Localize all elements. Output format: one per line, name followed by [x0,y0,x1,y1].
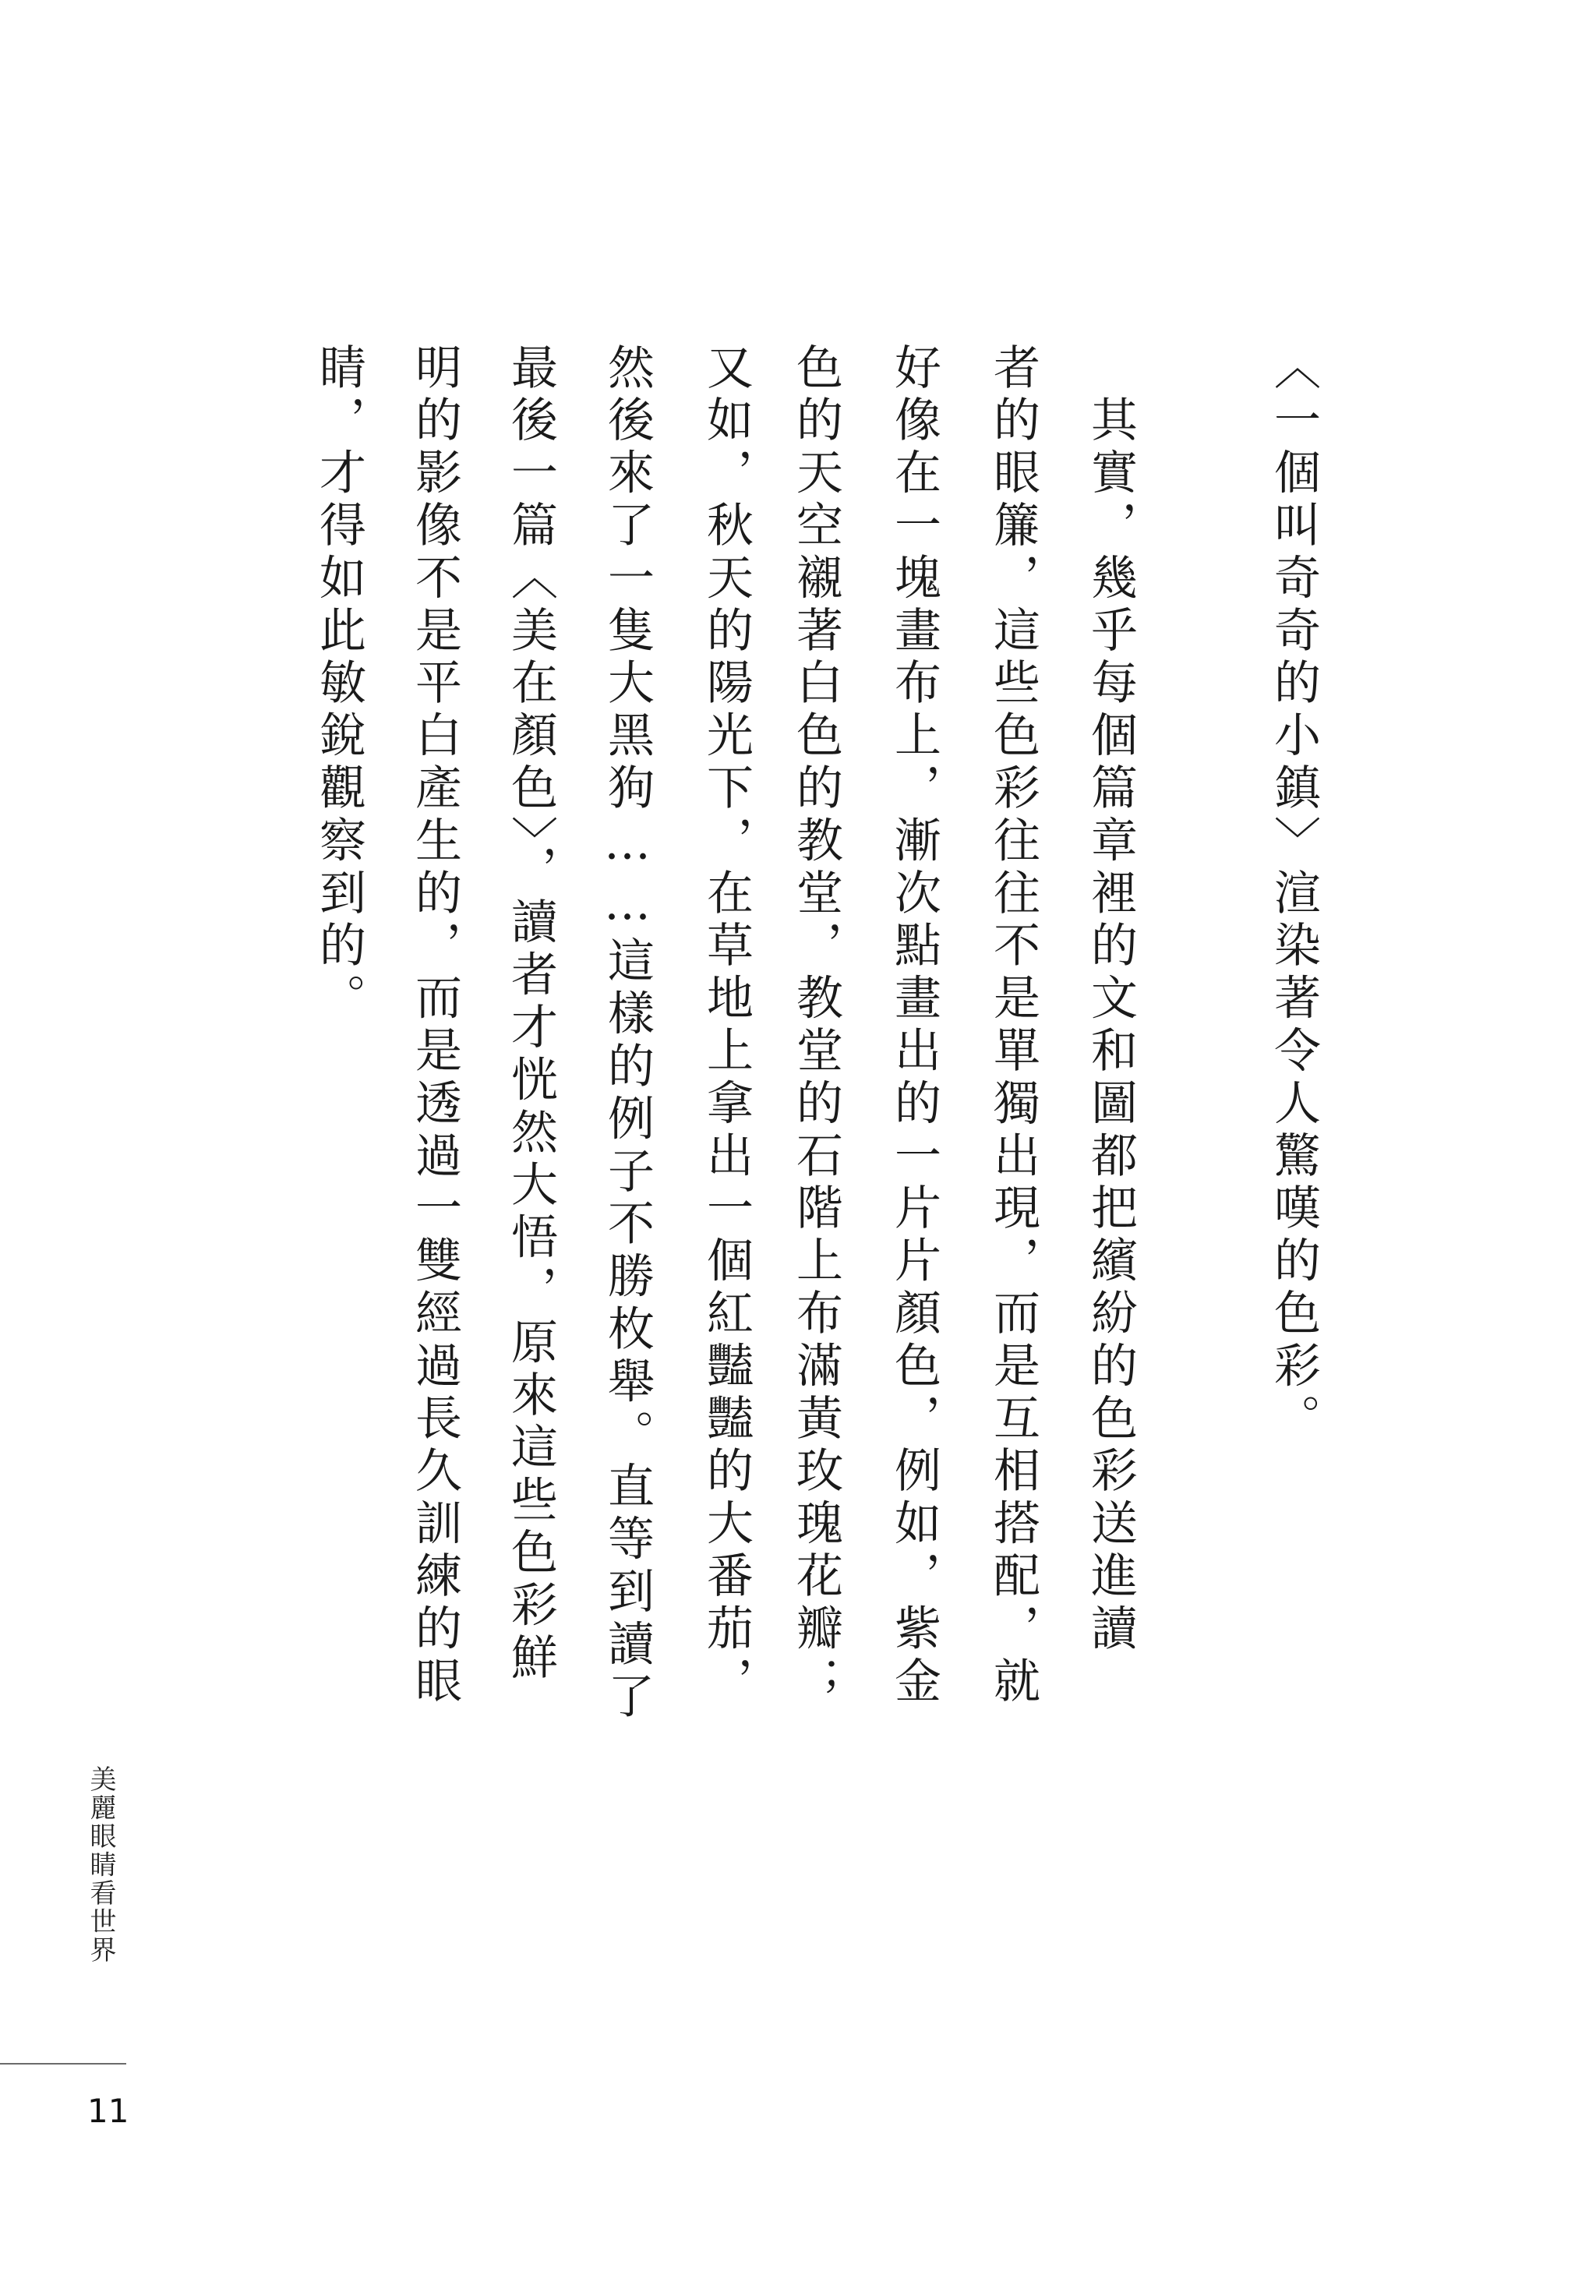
running-book-title: 美麗眼睛看世界 [85,1765,116,1965]
text-line-3: 者的眼簾，這些色彩往往不是單獨出現，而是互相搭配，就 [986,343,1040,1709]
text-line-1: 〈一個叫奇奇的小鎮〉渲染著令人驚嘆的色彩。 [1266,343,1321,1446]
text-line-4: 好像在一塊畫布上，漸次點畫出的一片片顏色，例如，紫金 [887,343,941,1709]
text-line-10: 睛，才得如此敏銳觀察到的。 [312,343,366,1026]
footer-divider [0,2063,126,2065]
text-line-8: 最後一篇〈美在顏色〉，讀者才恍然大悟，原來這些色彩鮮 [503,343,558,1686]
text-line-6: 又如，秋天的陽光下，在草地上拿出一個紅豔豔的大番茄， [699,343,754,1709]
text-line-5: 色的天空襯著白色的教堂，教堂的石階上布滿黃玫瑰花瓣； [789,343,843,1709]
text-line-9: 明的影像不是平白產生的，而是透過一雙經過長久訓練的眼 [408,343,462,1709]
page-number: 11 [87,2092,129,2130]
text-line-7: 然後來了一隻大黑狗……這樣的例子不勝枚舉。直等到讀了 [600,343,655,1725]
text-line-2: 其實，幾乎每個篇章裡的文和圖都把繽紛的色彩送進讀 [1083,343,1138,1656]
